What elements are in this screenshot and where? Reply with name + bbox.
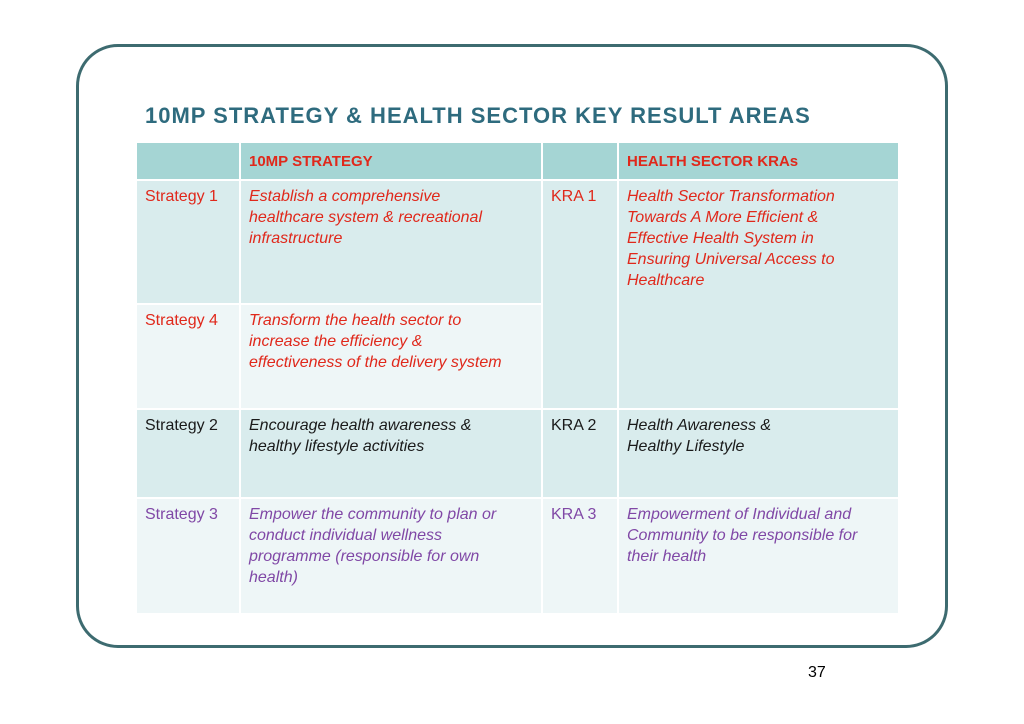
strategy-label-cell bbox=[136, 498, 240, 614]
strategy-text-line: healthy lifestyle activities bbox=[249, 438, 425, 455]
header-cell-empty-1 bbox=[136, 142, 240, 180]
strategy-text-cell bbox=[240, 304, 542, 409]
kra-text-line: Healthcare bbox=[627, 272, 705, 289]
kra-text-cell bbox=[618, 180, 899, 409]
strategy-label: Strategy 1 bbox=[145, 188, 218, 205]
kra-label-cell bbox=[542, 498, 618, 614]
table-row bbox=[136, 409, 899, 498]
slide-title: 10MP STRATEGY & HEALTH SECTOR KEY RESULT AREAS bbox=[145, 103, 811, 128]
strategy-text-line: Transform the health sector to bbox=[249, 312, 462, 329]
strategy-text-line: increase the efficiency & bbox=[249, 333, 423, 350]
kra-label: KRA 2 bbox=[551, 417, 597, 434]
strategy-text-line: health) bbox=[249, 569, 298, 586]
strategy-label-cell bbox=[136, 304, 240, 409]
kra-label-cell bbox=[542, 180, 618, 409]
header-strategy-label: 10MP STRATEGY bbox=[249, 152, 373, 170]
strategy-text-line: healthcare system & recreational bbox=[249, 209, 482, 226]
strategy-text-line: infrastructure bbox=[249, 230, 343, 247]
header-cell-empty-2 bbox=[542, 142, 618, 180]
strategy-text-line: conduct individual wellness bbox=[249, 527, 442, 544]
kra-text-line: their health bbox=[627, 548, 707, 565]
kra-text-line: Health Sector Transformation bbox=[627, 188, 835, 205]
strategy-label: Strategy 2 bbox=[145, 417, 218, 434]
strategy-text-line: Empower the community to plan or bbox=[249, 506, 497, 523]
kra-text-line: Health Awareness & bbox=[627, 417, 772, 434]
kra-label-cell bbox=[542, 409, 618, 498]
kra-text-cell bbox=[618, 498, 899, 614]
strategy-text-cell bbox=[240, 180, 542, 304]
strategy-text-cell bbox=[240, 409, 542, 498]
strategy-kra-table bbox=[135, 141, 900, 615]
strategy-label-cell bbox=[136, 409, 240, 498]
kra-text-line: Community to be responsible for bbox=[627, 527, 858, 544]
strategy-text-line: effectiveness of the delivery system bbox=[249, 354, 502, 371]
kra-text-line: Ensuring Universal Access to bbox=[627, 251, 835, 268]
kra-text-line: Effective Health System in bbox=[627, 230, 814, 247]
strategy-text-cell bbox=[240, 498, 542, 614]
strategy-text-line: Establish a comprehensive bbox=[249, 188, 441, 205]
page-number: 37 bbox=[808, 664, 826, 681]
table-row bbox=[136, 180, 899, 304]
strategy-label: Strategy 3 bbox=[145, 506, 218, 523]
kra-text-cell bbox=[618, 409, 899, 498]
header-cell-kras bbox=[618, 142, 899, 180]
kra-text-line: Healthy Lifestyle bbox=[627, 438, 745, 455]
strategy-label: Strategy 4 bbox=[145, 312, 218, 329]
header-cell-strategy bbox=[240, 142, 542, 180]
header-kras-label: HEALTH SECTOR KRAs bbox=[627, 152, 799, 170]
kra-label: KRA 3 bbox=[551, 506, 597, 523]
strategy-text-line: Encourage health awareness & bbox=[249, 417, 472, 434]
table-row bbox=[136, 498, 899, 614]
kra-label: KRA 1 bbox=[551, 188, 597, 205]
kra-text-line: Empowerment of Individual and bbox=[627, 506, 852, 523]
kra-text-line: Towards A More Efficient & bbox=[627, 209, 819, 226]
table-header-row bbox=[136, 142, 899, 180]
strategy-label-cell bbox=[136, 180, 240, 304]
strategy-text-line: programme (responsible for own bbox=[249, 548, 480, 565]
